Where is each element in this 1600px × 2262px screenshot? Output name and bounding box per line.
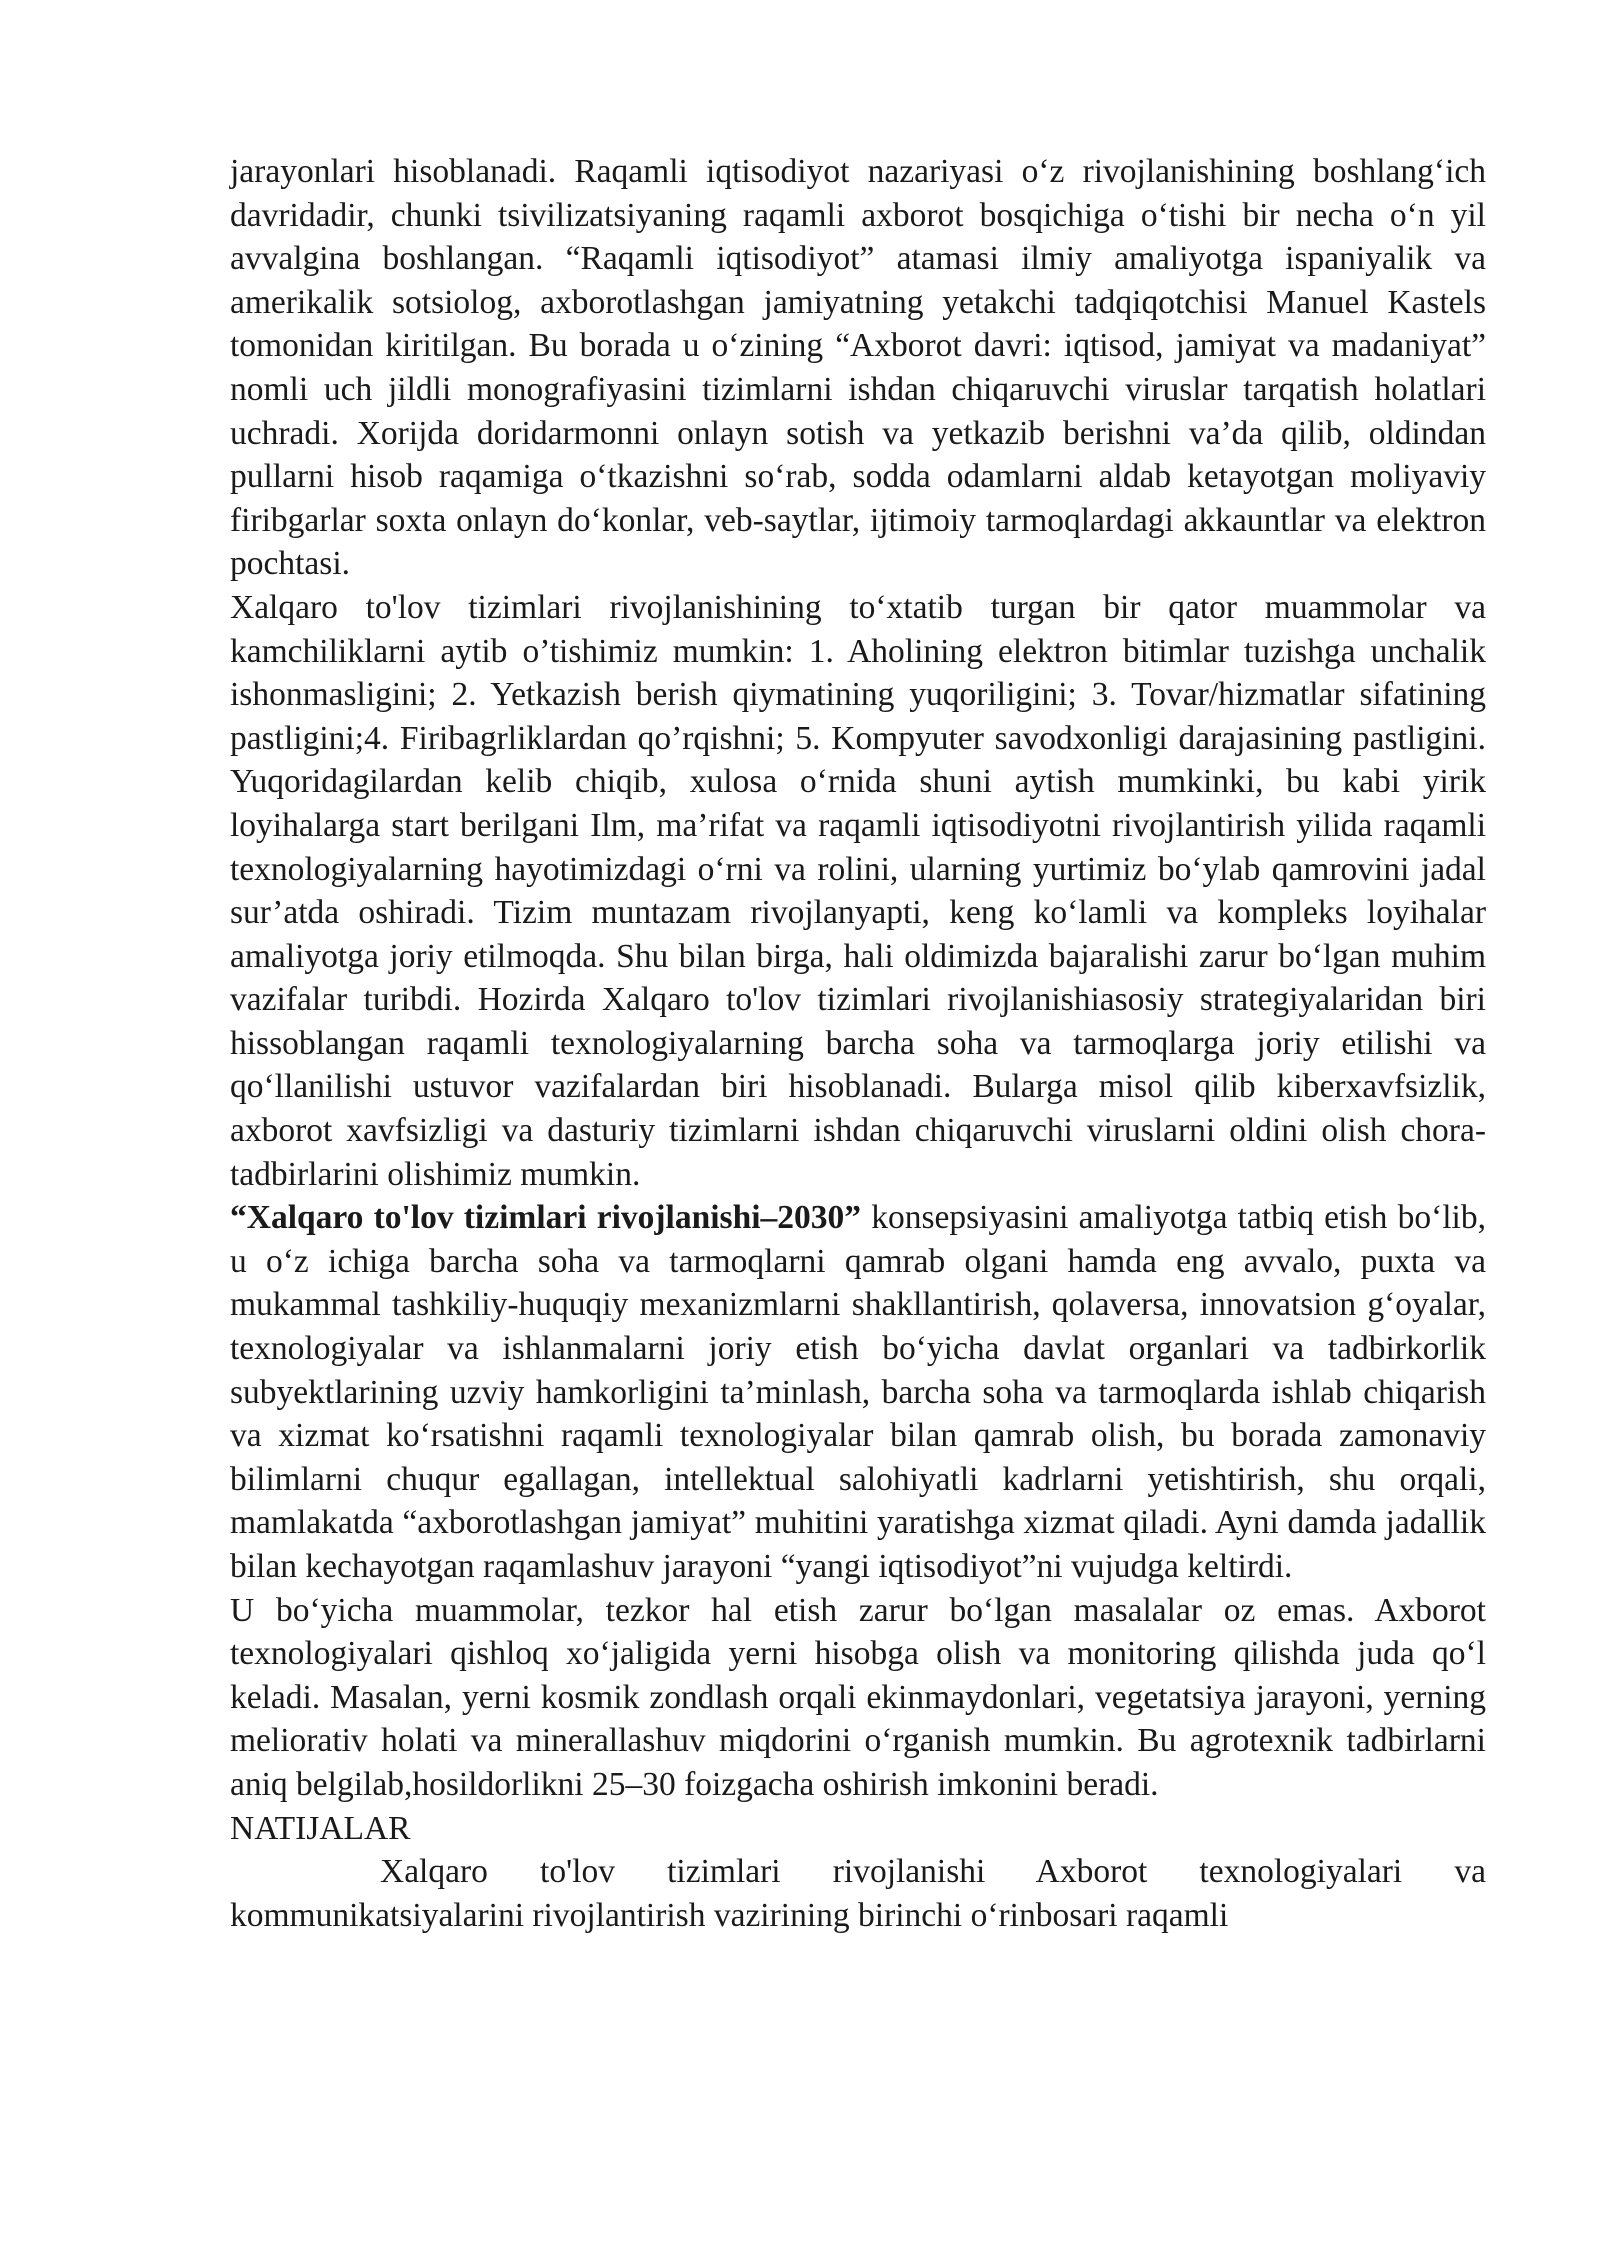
paragraph-3-body: konsepsiyasini amaliyotga tatbiq etish bo‘lib, u o‘z ichiga barcha soha va tarmoqlarni qamrab olgani hamda eng avvalo, puxta va mukammal tashkiliy-huquqiy mexanizmlarni shakllantirish, qolaversa, innovatsion g‘oyalar, texnologiyalar va ishlanmalarni joriy etish bo‘yicha davlat organlari va tadbirkorlik subyektlarining uzviy hamkorligini ta’minlash, barcha soha va tarmoqlarda ishlab chiqarish va xizmat ko‘rsatishni raqamli texnologiyalar bilan qamrab olish, bu borada zamonaviy bilimlarni chuqur egallagan, intellektual salohiyatli kadrlarni yetishtirish, shu orqali, mamlakatda “axborotlashgan jamiyat” muhitini yaratishga xizmat qiladi. Ayni damda jadallik bilan kechayotgan raqamlashuv jarayoni “yangi iqtisodiyot”ni vujudga keltirdi. (230, 1199, 1486, 1585)
document-page (230, 150, 1486, 1937)
paragraph-4: U bo‘yicha muammolar, tezkor hal etish zarur bo‘lgan masalalar oz emas. Axborot texnologiyalari qishloq xo‘jaligida yerni hisobga olish va monitoring qilishda juda qo‘l keladi. Masalan, yerni kosmik zondlash orqali ekinmaydonlari, vegetatsiya jarayoni, yerning meliorativ holati va minerallashuv miqdorini o‘rganish mumkin. Bu agrotexnik tadbirlarni aniq belgilab,hosildorlikni 25–30 foizgacha oshirish imkonini beradi. (230, 1591, 1486, 1803)
concept-title-bold: “Xalqaro to'lov tizimlari rivojlanishi–2030” (230, 1199, 862, 1237)
paragraph-5: Xalqaro to'lov tizimlari rivojlanishi Axborot texnologiyalari va kommunikatsiyalarini rivojlantirish vazirining birinchi o‘rinbosari raqamli (230, 1853, 1486, 1934)
paragraph-3 (230, 1196, 1486, 1588)
section-heading-results: NATIJALAR (230, 1809, 411, 1847)
paragraph-1: jarayonlari hisoblanadi. Raqamli iqtisodiyot nazariyasi o‘z rivojlanishining boshlang‘ich davridadir, chunki tsivilizatsiyaning raqamli axborot bosqichiga o‘tishi bir necha o‘n yil avvalgina boshlangan. “Raqamli iqtisodiyot” atamasi ilmiy amaliyotga ispaniyalik va amerikalik sotsiolog, axborotlashgan jamiyatning yetakchi tadqiqotchisi Manuel Kastels tomonidan kiritilgan. Bu borada u o‘zining “Axborot davri: iqtisod, jamiyat va madaniyat” nomli uch jildli monografiyasini tizimlarni ishdan chiqaruvchi viruslar tarqatish holatlari uchradi. Xorijda doridarmonni onlayn sotish va yetkazib berishni va’da qilib, oldindan pullarni hisob raqamiga o‘tkazishni so‘rab, sodda odamlarni aldab ketayotgan moliyaviy firibgarlar soxta onlayn do‘konlar, veb-saytlar, ijtimoiy tarmoqlardagi akkauntlar va elektron pochtasi. (230, 153, 1486, 583)
paragraph-2: Xalqaro to'lov tizimlari rivojlanishining to‘xtatib turgan bir qator muammolar va kamchiliklarni aytib o’tishimiz mumkin: 1. Aholining elektron bitimlar tuzishga unchalik ishonmasligini; 2. Yetkazish berish qiymatining yuqoriligini; 3. Tovar/hizmatlar sifatining pastligini;4. Firibagrliklardan qo’rqishni; 5. Kompyuter savodxonligi darajasining pastligini. Yuqoridagilardan kelib chiqib, xulosa o‘rnida shuni aytish mumkinki, bu kabi yirik loyihalarga start berilgani Ilm, ma’rifat va raqamli iqtisodiyotni rivojlantirish yilida raqamli texnologiyalarning hayotimizdagi o‘rni va rolini, ularning yurtimiz bo‘ylab qamrovini jadal sur’atda oshiradi. Tizim muntazam rivojlanyapti, keng ko‘lamli va kompleks loyihalar amaliyotga joriy etilmoqda. Shu bilan birga, hali oldimizda bajaralishi zarur bo‘lgan muhim vazifalar turibdi. Hozirda Xalqaro to'lov tizimlari rivojlanishiasosiy strategiyalaridan biri hissoblangan raqamli texnologiyalarning barcha soha va tarmoqlarga joriy etilishi va qo‘llanilishi ustuvor vazifalardan biri hisoblanadi. Bularga misol qilib kiberxavfsizlik, axborot xavfsizligi va dasturiy tizimlarni ishdan chiqaruvchi viruslarni oldini olish chora-tadbirlarini olishimiz mumkin. (230, 588, 1486, 1193)
